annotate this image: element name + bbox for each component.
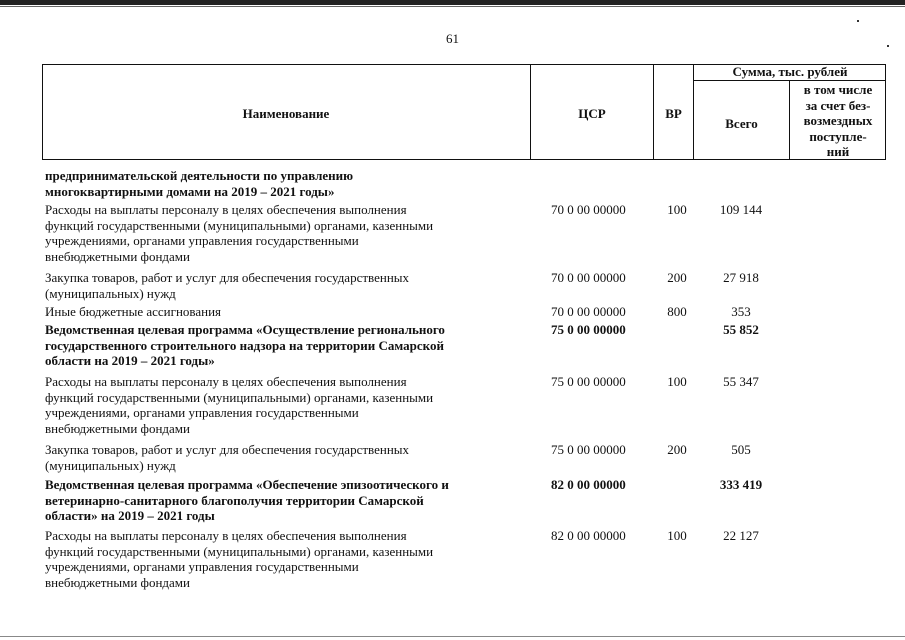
row-name — [45, 528, 530, 590]
header-vr: ВР — [665, 106, 682, 121]
row-csr: 70 0 00 00000 — [551, 202, 626, 217]
row-name-line: Расходы на выплаты персоналу в целях обеспечения выполнения — [45, 202, 407, 217]
row-name-line: учреждениями, органами управления государственными — [45, 233, 359, 248]
header-name: Наименование — [242, 106, 330, 121]
row-name — [45, 374, 530, 436]
row-name — [45, 270, 530, 301]
row-name-line: функций государственными (муниципальными) органами, казенными — [45, 543, 434, 559]
row-name-line: внебюджетными фондами — [45, 574, 190, 590]
scan-bottom-line — [0, 636, 905, 637]
row-name-line: Ведомственная целевая программа «Осуществление регионального — [45, 322, 445, 337]
row-name-line: предпринимательской деятельности по управлению — [45, 168, 354, 183]
row-total: 27 918 — [723, 270, 759, 285]
row-vr: 100 — [667, 528, 687, 543]
row-name-line: учреждениями, органами управления государственными — [45, 559, 359, 574]
row-csr: 82 0 00 00000 — [551, 477, 626, 492]
row-csr: 75 0 00 00000 — [551, 374, 626, 389]
row-vr: 100 — [667, 202, 687, 217]
row-name-line: Иные бюджетные ассигнования — [45, 304, 222, 319]
row-vr: 800 — [667, 304, 687, 319]
header-sum-group: Сумма, тыс. рублей — [732, 64, 848, 79]
header-including-line: поступле- — [809, 128, 867, 144]
row-name-line: функций государственными (муниципальными) органами, казенными — [45, 217, 434, 233]
row-name-line: внебюджетными фондами — [45, 420, 190, 436]
row-total: 55 347 — [723, 374, 759, 389]
header-including-line: за счет без- — [805, 97, 871, 113]
row-total: 109 144 — [719, 202, 763, 217]
row-name-line: (муниципальных) нужд — [45, 457, 176, 473]
row-total: 333 419 — [719, 477, 763, 492]
row-name — [45, 202, 530, 264]
row-name-line: Закупка товаров, работ и услуг для обеспечения государственных — [45, 442, 410, 457]
header-csr: ЦСР — [578, 106, 606, 121]
row-vr: 200 — [667, 442, 687, 457]
row-csr: 75 0 00 00000 — [551, 322, 626, 337]
row-vr: 100 — [667, 374, 687, 389]
row-name-line: области» на 2019 – 2021 годы — [45, 508, 215, 523]
row-name-line: учреждениями, органами управления государственными — [45, 405, 359, 420]
header-including-line: в том числе — [803, 82, 873, 97]
row-name — [45, 477, 530, 524]
row-vr: 200 — [667, 270, 687, 285]
header-border-bottom — [42, 159, 886, 160]
row-name-line: области на 2019 – 2021 годы» — [45, 353, 215, 368]
header-including-line: ний — [826, 144, 850, 159]
row-name-line: Расходы на выплаты персоналу в целях обеспечения выполнения — [45, 374, 407, 389]
row-csr: 82 0 00 00000 — [551, 528, 626, 543]
row-name — [45, 304, 530, 320]
row-name — [45, 168, 530, 199]
row-total: 22 127 — [723, 528, 759, 543]
row-name — [45, 442, 530, 473]
row-name-line: Расходы на выплаты персоналу в целях обеспечения выполнения — [45, 528, 407, 543]
header-including — [790, 82, 886, 160]
row-name-line: внебюджетными фондами — [45, 248, 190, 264]
page-number: 61 — [446, 31, 459, 46]
row-total: 353 — [731, 304, 751, 319]
row-name-line: Ведомственная целевая программа «Обеспечение эпизоотического и — [45, 477, 449, 492]
scan-top-border — [0, 0, 905, 5]
row-name-line: (муниципальных) нужд — [45, 285, 176, 301]
header-including-line: возмездных — [803, 113, 873, 128]
row-csr: 75 0 00 00000 — [551, 442, 626, 457]
row-name-line: функций государственными (муниципальными) органами, казенными — [45, 389, 434, 405]
row-csr: 70 0 00 00000 — [551, 304, 626, 319]
scan-top-border-line — [0, 6, 905, 7]
row-name — [45, 322, 530, 369]
header-total: Всего — [725, 116, 758, 131]
row-total: 55 852 — [723, 322, 759, 337]
row-name-line: ветеринарно-санитарного благополучия территории Самарской — [45, 492, 424, 508]
row-name-line: многоквартирными домами на 2019 – 2021 годы» — [45, 183, 335, 199]
row-csr: 70 0 00 00000 — [551, 270, 626, 285]
scan-speck — [857, 20, 859, 22]
row-total: 505 — [731, 442, 751, 457]
table-header — [42, 64, 886, 160]
row-name-line: Закупка товаров, работ и услуг для обеспечения государственных — [45, 270, 410, 285]
row-name-line: государственного строительного надзора на территории Самарской — [45, 337, 444, 353]
